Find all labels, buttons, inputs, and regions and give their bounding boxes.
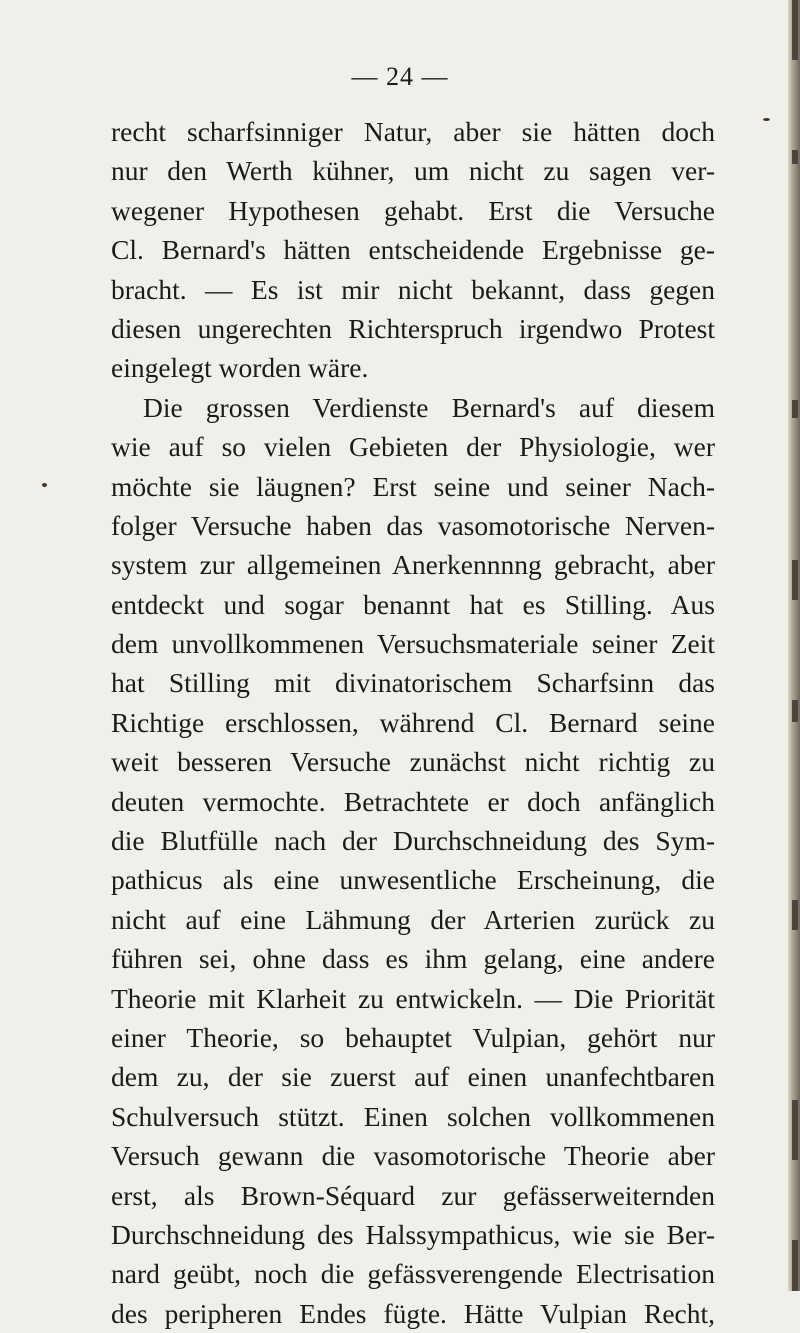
edge-mark bbox=[792, 900, 798, 930]
text-line: möchte sie läugnen? Erst seine und seiner Nach- bbox=[111, 470, 715, 502]
text-line: dem unvollkommenen Versuchsmateriale seiner Zeit bbox=[111, 628, 715, 660]
edge-mark bbox=[792, 700, 798, 722]
text-line: entdeckt und sogar benannt hat es Stilling. Aus bbox=[111, 588, 715, 620]
text-line: Theorie mit Klarheit zu entwickeln. — Die Priorität bbox=[111, 982, 715, 1014]
text-line: system zur allgemeinen Anerkennnng gebracht, aber bbox=[111, 549, 715, 581]
text-line: erst, als Brown-Séquard zur gefässerweiternden bbox=[111, 1179, 715, 1211]
edge-mark bbox=[792, 1100, 798, 1160]
page-edge-shadow bbox=[788, 0, 800, 1291]
page-number: — 24 — bbox=[351, 62, 449, 91]
text-line: nard geübt, noch die gefässverengende Electrisation bbox=[111, 1258, 715, 1290]
text-line: deuten vermochte. Betrachtete er doch anfänglich bbox=[111, 785, 715, 817]
text-line: Richtige erschlossen, während Cl. Bernard seine bbox=[111, 706, 715, 738]
scan-speck bbox=[763, 118, 770, 121]
text-line: des peripheren Endes fügte. Hätte Vulpian Recht, bbox=[111, 1297, 715, 1329]
text-line: dem zu, der sie zuerst auf einen unanfechtbaren bbox=[111, 1061, 715, 1093]
text-line: die Blutfülle nach der Durchschneidung des Sym- bbox=[111, 825, 715, 857]
text-line: wegener Hypothesen gehabt. Erst die Versuche bbox=[111, 194, 715, 226]
edge-mark bbox=[792, 400, 798, 418]
text-line: recht scharfsinniger Natur, aber sie hätten doch bbox=[111, 116, 715, 147]
text-line: nicht auf eine Lähmung der Arterien zurück zu bbox=[111, 903, 715, 935]
text-line: Schulversuch stützt. Einen solchen vollkommenen bbox=[111, 1100, 715, 1132]
text-line: bracht. — Es ist mir nicht bekannt, dass gegen bbox=[111, 273, 715, 305]
text-line: einer Theorie, so behauptet Vulpian, gehört nur bbox=[111, 1021, 715, 1053]
text-line: Durchschneidung des Halssympathicus, wie sie Ber- bbox=[111, 1218, 715, 1250]
body-text bbox=[111, 112, 715, 1333]
scan-speck bbox=[42, 483, 47, 487]
edge-mark bbox=[792, 0, 798, 60]
text-line: Die grossen Verdienste Bernard's auf diesem bbox=[143, 391, 715, 423]
text-line: wie auf so vielen Gebieten der Physiologie, wer bbox=[111, 431, 715, 463]
text-line: Versuch gewann die vasomotorische Theorie aber bbox=[111, 1140, 715, 1172]
text-line: eingelegt worden wäre. bbox=[111, 352, 369, 384]
text-line: führen sei, ohne dass es ihm gelang, eine andere bbox=[111, 943, 715, 975]
text-line: nur den Werth kühner, um nicht zu sagen ver- bbox=[111, 155, 715, 187]
text-line: pathicus als eine unwesentliche Erscheinung, die bbox=[111, 864, 715, 896]
edge-mark bbox=[792, 560, 798, 600]
text-line: folger Versuche haben das vasomotorische Nerven- bbox=[111, 509, 715, 541]
text-line: Cl. Bernard's hätten entscheidende Ergebnisse ge- bbox=[111, 234, 715, 266]
edge-mark bbox=[792, 150, 798, 164]
text-line: diesen ungerechten Richterspruch irgendwo Protest bbox=[111, 312, 715, 344]
text-line: weit besseren Versuche zunächst nicht richtig zu bbox=[111, 746, 715, 778]
edge-mark bbox=[792, 1240, 798, 1291]
text-line: hat Stilling mit divinatorischem Scharfsinn das bbox=[111, 667, 715, 699]
